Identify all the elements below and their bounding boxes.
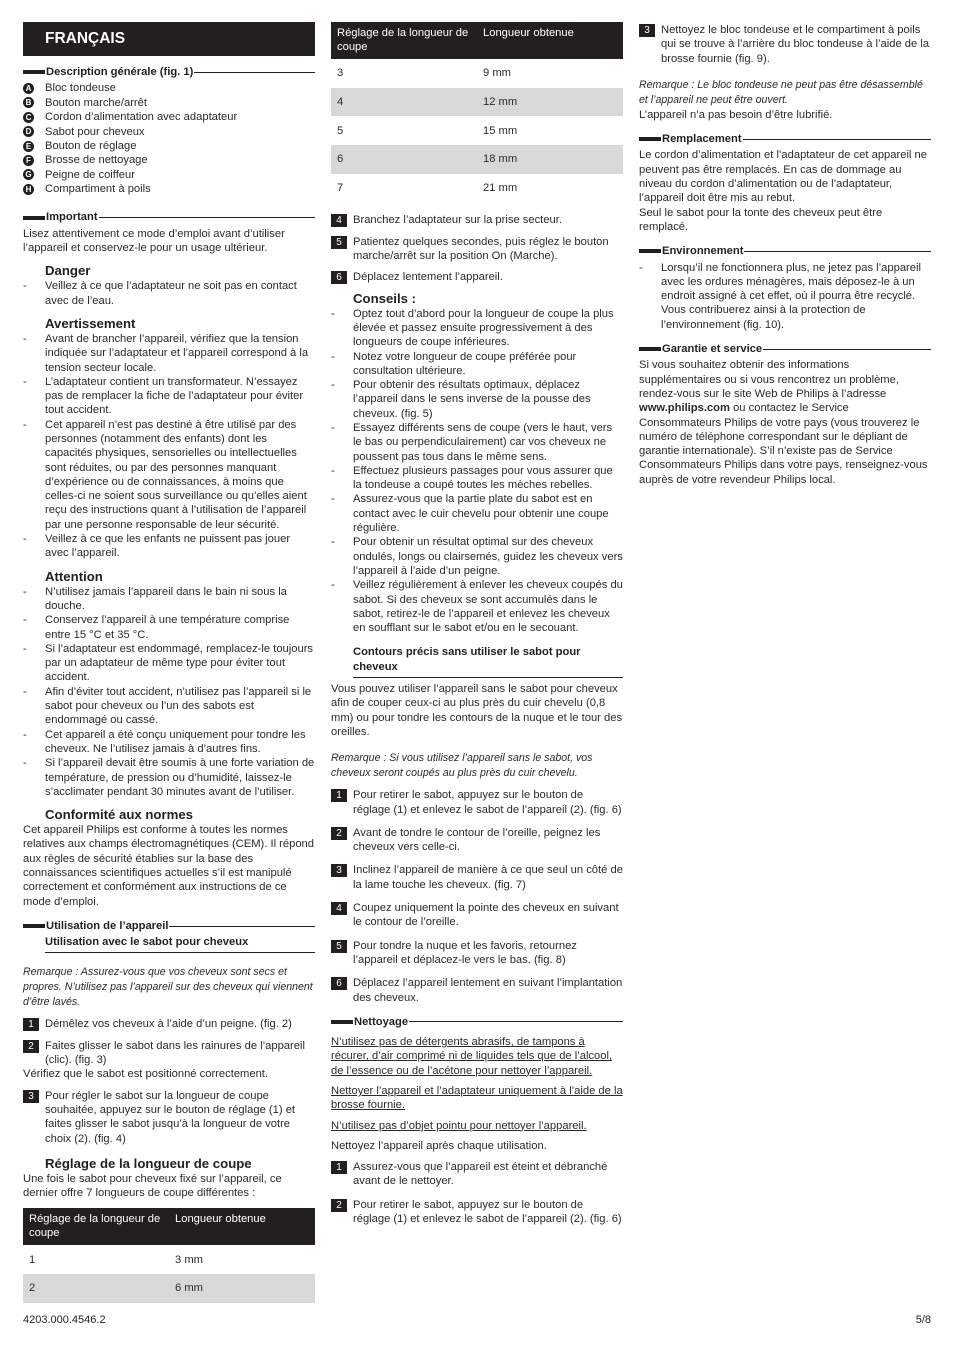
section-heading-important: Important (23, 210, 315, 224)
usage-subheading: Utilisation avec le sabot pour cheveux (45, 935, 315, 953)
table-row: 3 9 mm (337, 67, 511, 80)
cleaning-warning: Nettoyer l’appareil et l’adaptateur uniquement à l’aide de la brosse fournie. (331, 1084, 623, 1112)
warranty-text: Si vous souhaitez obtenir des informations supplémentaires ou si vous rencontrez un problème, rendez-vous sur le site Web de Philips à l’adresse www.philips.com ou contactez le Service Consommateurs Philips de votre pays (vous trouverez le numéro de téléphone correspondant sur le dépliant de garantie internationale). S’il n’existe pas de Service Consommateurs Philips dans votre pays, renseignez-vous auprès de votre revendeur Philips local. (639, 359, 928, 486)
step-number: 1 (23, 1018, 39, 1031)
legend-item: C Cordon d’alimentation avec adaptateur (23, 110, 315, 124)
list-item: - Assurez-vous que la partie plate du sabot est en contact avec le cuir chevelu pour obtenir une coupe régulière. (331, 492, 623, 535)
legend-letter-icon: B (23, 97, 34, 108)
step-number: 3 (23, 1090, 39, 1103)
list-item: - Cet appareil n’est pas destiné à être utilisé par des personnes (notamment des enfants) dont les capacités physiques, sensorielles ou intellectuelles sont réduites, ou par des personnes manquant d’expérience ou de connaissances, à moins que celles-ci ne soient sous surveillance ou qu’elles aient reçu des instructions quant à l’utilisation de l’appareil par une personne responsable de leur sécurité. (23, 418, 315, 532)
step-number: 4 (331, 214, 347, 227)
replacement-text-2: Seul le sabot pour la tonte des cheveux peut être remplacé. (639, 206, 883, 233)
legend-letter-icon: C (23, 112, 34, 123)
step: 5 Patientez quelques secondes, puis réglez le bouton marche/arrêt sur la position On (Marche). (331, 235, 623, 264)
length-text: Une fois le sabot pour cheveux fixé sur l’appareil, ce dernier offre 7 longueurs de coupe différentes : (23, 1172, 282, 1200)
list-item: - N’utilisez jamais l’appareil dans le bain ni sous la douche. (23, 585, 315, 614)
legend-letter-icon: D (23, 126, 34, 137)
legend-letter-icon: A (23, 83, 34, 94)
step-number: 6 (331, 977, 347, 990)
warning-title: Avertissement (45, 315, 136, 331)
legend-item: A Bloc tondeuse (23, 81, 315, 95)
list-item: - Pour obtenir un résultat optimal sur des cheveux ondulés, longs ou clairsemés, guidez les cheveux vers l’appareil à l’aide d’un peigne. (331, 535, 623, 578)
compliance-title: Conformité aux normes (45, 807, 194, 823)
step-number: 3 (639, 24, 655, 37)
list-item: - Si l’adaptateur est endommagé, remplacez-le toujours par un adaptateur de même type pour éviter tout accident. (23, 642, 315, 685)
legend-letter-icon: F (23, 155, 34, 166)
parts-legend (23, 81, 315, 196)
table-row: 6 18 mm (331, 145, 623, 174)
cleaning-text: Nettoyez l’appareil après chaque utilisation. (331, 1139, 547, 1152)
usage-note: Remarque : Assurez-vous que vos cheveux sont secs et propres. N’utilisez pas l’appareil sur des cheveux qui viennent d’être lavés. (23, 966, 313, 1009)
compliance-text: Cet appareil Philips est conforme à toutes les normes relatives aux champs électromagnétiques (CEM). Il répond aux règles de sécurité établies sur la base des connaissances scientifiques actuelles s’il est manipulé correctement et conformément aux instructions de ce mode d’emploi. (23, 824, 315, 908)
list-item: - Optez tout d’abord pour la longueur de coupe la plus élevée et passez ensuite progressivement à des longueurs de coupe inférieures. (331, 307, 623, 350)
step: 6 Déplacez lentement l’appareil. (331, 270, 623, 284)
length-table-part-2 (331, 22, 623, 202)
step: 5 Pour tondre la nuque et les favoris, retournez l’appareil et déplacez-le vers le bas. (fig. 8) (331, 939, 623, 968)
step: 4 Branchez l’adaptateur sur la prise secteur. (331, 213, 623, 227)
important-intro: Lisez attentivement ce mode d’emploi avant d’utiliser l’appareil et conservez-le pour un usage ultérieur. (23, 227, 285, 255)
column-header: Longueur obtenue (169, 1208, 315, 1245)
section-heading-warranty: Garantie et service (639, 342, 931, 356)
danger-title: Danger (45, 263, 91, 279)
step: 2 Avant de tondre le contour de l’oreille, peignez les cheveux vers celle-ci. (331, 826, 623, 855)
column-1 (23, 22, 315, 1303)
legend-item: G Peigne de coiffeur (23, 168, 315, 182)
step-number: 1 (331, 1161, 347, 1174)
length-title: Réglage de la longueur de coupe (45, 1155, 252, 1171)
cleaning-warning: N’utilisez pas d’objet pointu pour nettoyer l’appareil. (331, 1119, 587, 1132)
step: 3 Inclinez l’appareil de manière à ce que seul un côté de la lame touche les cheveux. (fig. 7) (331, 863, 623, 892)
tips-title: Conseils : (353, 290, 417, 306)
section-heading-replacement: Remplacement (639, 132, 931, 146)
list-item: - Essayez différents sens de coupe (vers le haut, vers le bas ou perpendiculairement) car vos cheveux ne poussent pas tous dans le même sens. (331, 421, 623, 464)
danger-list (23, 279, 315, 308)
list-item: - Cet appareil a été conçu uniquement pour tondre les cheveux. Ne l’utilisez jamais à d’autres fins. (23, 728, 315, 757)
step: 1 Pour retirer le sabot, appuyez sur le bouton de réglage (1) et enlevez le sabot de l’appareil (2). (fig. 6) (331, 788, 623, 817)
column-header: Réglage de la longueur de coupe (331, 22, 477, 59)
contours-note: Remarque : Si vous utilisez l’appareil sans le sabot, vos cheveux seront coupés au plus près du cuir chevelu. (331, 752, 593, 780)
step: 4 Coupez uniquement la pointe des cheveux en suivant le contour de l’oreille. (331, 901, 623, 930)
caution-title: Attention (45, 568, 103, 584)
table-row: 7 21 mm (337, 181, 518, 194)
caution-list (23, 585, 315, 799)
step-number: 6 (331, 271, 347, 284)
step-number: 2 (331, 827, 347, 840)
replacement-text-1: Le cordon d’alimentation et l’adaptateur de cet appareil ne peuvent pas être remplacés. En cas de dommage au niveau du cordon d’alimentation ou de l’adaptateur, l’appareil doit être mis au rebut. (639, 149, 927, 205)
section-heading-cleaning: Nettoyage (331, 1015, 623, 1029)
legend-letter-icon: G (23, 169, 34, 180)
section-heading-usage: Utilisation de l’appareil (23, 919, 315, 933)
table-row: 4 12 mm (331, 88, 623, 117)
step: 2 Pour retirer le sabot, appuyez sur le bouton de réglage (1) et enlevez le sabot de l’appareil (2). (fig. 6) (331, 1198, 623, 1227)
column-3 (639, 22, 931, 487)
section-heading-description: Description générale (fig. 1) (23, 65, 315, 79)
column-header: Réglage de la longueur de coupe (23, 1208, 169, 1245)
column-header: Longueur obtenue (477, 22, 623, 59)
section-heading-environment: Environnement (639, 244, 931, 258)
list-item: - Notez votre longueur de coupe préférée pour consultation ultérieure. (331, 350, 623, 379)
tips-list (331, 307, 623, 636)
table-row: 1 3 mm (29, 1253, 203, 1266)
list-item: - Avant de brancher l’appareil, vérifiez que la tension indiquée sur l’adaptateur et l’appareil correspond à la tension secteur locale. (23, 332, 315, 375)
environment-list (639, 261, 931, 332)
list-item: - Si l’appareil devait être soumis à une forte variation de température, de pression ou d’humidité, laissez-le s’acclimater pendant 30 minutes avant de l’utiliser. (23, 756, 315, 799)
legend-item: H Compartiment à poils (23, 182, 315, 196)
contours-text: Vous pouvez utiliser l’appareil sans le sabot pour cheveux afin de couper ceux-ci au plus près du cuir chevelu (0,8 mm) ou pour tondre les contours de la nuque et le tour des oreilles. (331, 683, 623, 738)
step: 3 Nettoyez le bloc tondeuse et le compartiment à poils qui se trouve à l’arrière du bloc tondeuse à l’aide de la brosse fournie (fig. 9). (639, 23, 931, 66)
document-number: 4203.000.4546.2 (23, 1314, 106, 1326)
step-number: 2 (331, 1199, 347, 1212)
list-item: - Pour obtenir des résultats optimaux, déplacez l’appareil dans le sens inverse de la pousse des cheveux. (fig. 5) (331, 378, 623, 421)
step: 3 Pour régler le sabot sur la longueur de coupe souhaitée, appuyez sur le bouton de réglage (1) et faites glisser le sabot jusqu’à la longueur de votre choix (2). (fig. 4) (23, 1089, 315, 1146)
step-number: 5 (331, 940, 347, 953)
step-number: 1 (331, 789, 347, 802)
page-number: 5/8 (915, 1314, 931, 1326)
column-2 (331, 22, 623, 1226)
table-row: 5 15 mm (337, 124, 518, 137)
step: 2 Faites glisser le sabot dans les rainures de l’appareil (clic). (fig. 3) (23, 1039, 315, 1068)
cleaning-warning: N’utilisez pas de détergents abrasifs, de tampons à récurer, d’air comprimé ni de liquides tels que de l’alcool, de l’essence ou de l’acétone pour nettoyer l’appareil. (331, 1036, 613, 1077)
legend-item: D Sabot pour cheveux (23, 124, 315, 138)
contours-subheading: Contours précis sans utiliser le sabot pour cheveux (353, 645, 623, 678)
list-item: - Veillez à ce que les enfants ne puissent pas jouer avec l’appareil. (23, 532, 315, 561)
language-banner: FRANÇAIS (23, 22, 315, 56)
legend-item: F Brosse de nettoyage (23, 153, 315, 167)
step: 1 Démêlez vos cheveux à l’aide d’un peigne. (fig. 2) (23, 1017, 315, 1031)
list-item: - Afin d’éviter tout accident, n’utilisez pas l’appareil si le sabot pour cheveux ou l’un des sabots est endommagé ou cassé. (23, 685, 315, 728)
list-item: - L’adaptateur contient un transformateur. N’essayez pas de remplacer la fiche de l’adaptateur pour éviter tout accident. (23, 375, 315, 418)
step-number: 4 (331, 902, 347, 915)
step-number: 3 (331, 864, 347, 877)
lubrication-text: L’appareil n’a pas besoin d’être lubrifié. (639, 108, 833, 121)
table-header-row (331, 22, 623, 59)
table-header-row (23, 1208, 315, 1245)
cleaning-note: Remarque : Le bloc tondeuse ne peut pas être désassemblé et l’appareil ne peut être ouvert. (639, 78, 923, 106)
table-row: 2 6 mm (23, 1274, 315, 1303)
legend-letter-icon: E (23, 141, 34, 152)
length-table-part-1 (23, 1208, 315, 1302)
legend-letter-icon: H (23, 184, 34, 195)
legend-item: E Bouton de réglage (23, 139, 315, 153)
legend-item: B Bouton marche/arrêt (23, 96, 315, 110)
list-item: - Conservez l’appareil à une température comprise entre 15 °C et 35 °C. (23, 613, 315, 642)
check-text: Vérifiez que le sabot est positionné correctement. (23, 1068, 269, 1081)
step-number: 2 (23, 1040, 39, 1053)
list-item: - Veillez à ce que l’adaptateur ne soit pas en contact avec de l’eau. (23, 279, 315, 308)
warning-list (23, 332, 315, 561)
step: 6 Déplacez l’appareil lentement en suivant l’implantation des cheveux. (331, 976, 623, 1005)
list-item: - Veillez régulièrement à enlever les cheveux coupés du sabot. Si des cheveux se sont accumulés dans le sabot, retirez-le de l’appareil et enlevez les cheveux en soufflant sur le sabot et/ou en le secouant. (331, 578, 623, 635)
step: 1 Assurez-vous que l’appareil est éteint et débranché avant de le nettoyer. (331, 1160, 623, 1189)
philips-website-link[interactable]: www.philips.com (639, 402, 730, 415)
step-number: 5 (331, 236, 347, 249)
list-item: - Effectuez plusieurs passages pour vous assurer que la tondeuse a coupé toutes les mèches rebelles. (331, 464, 623, 493)
list-item: - Lorsqu’il ne fonctionnera plus, ne jetez pas l’appareil avec les ordures ménagères, mais déposez-le à un endroit assigné à cet effet, où il pourra être recyclé. Vous contribuerez ainsi à la protection de l’environnement (fig. 10). (639, 261, 931, 332)
